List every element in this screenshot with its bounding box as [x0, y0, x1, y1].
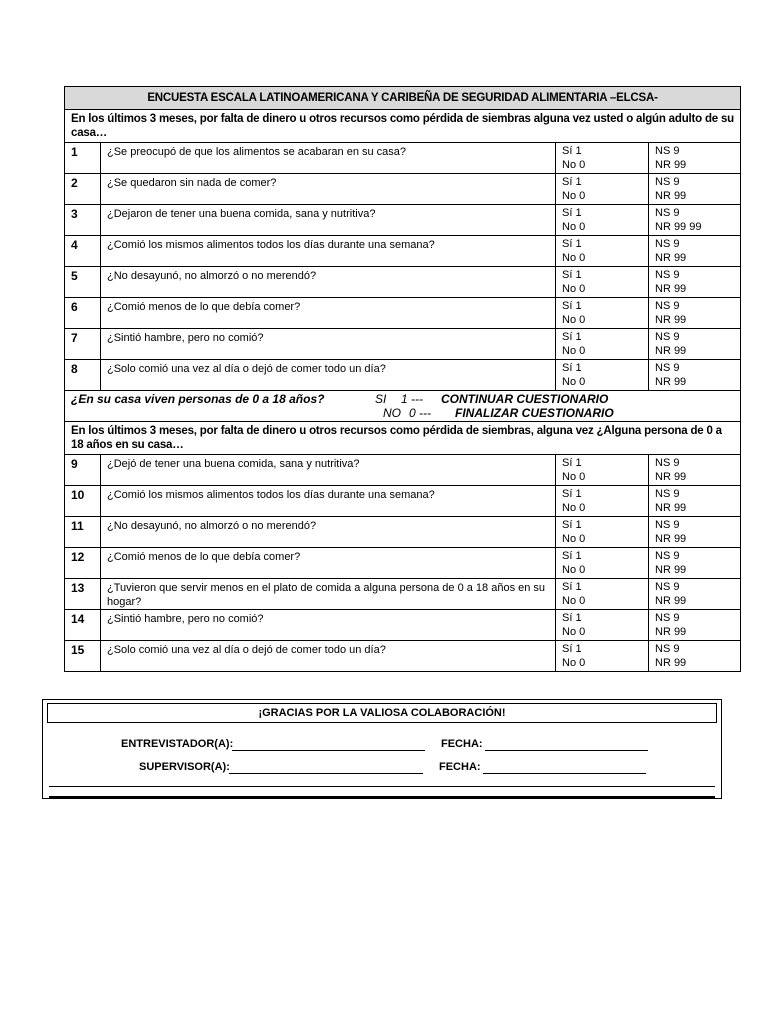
question-number: 9: [65, 455, 101, 486]
answer-nr[interactable]: NR 99: [655, 626, 687, 638]
question-text: ¿No desayunó, no almorzó o no merendó?: [101, 517, 556, 548]
answer-nr[interactable]: NR 99: [655, 345, 687, 357]
supervisor-date-label: FECHA:: [439, 761, 481, 773]
question-row: [65, 205, 741, 236]
answer-no[interactable]: No 0: [562, 345, 586, 357]
filter-continue-label: CONTINUAR CUESTIONARIO: [441, 392, 609, 406]
question-row: [65, 329, 741, 360]
answer-nr[interactable]: NR 99: [655, 595, 687, 607]
answer-ns-nr[interactable]: [649, 267, 741, 298]
answer-ns-nr[interactable]: [649, 329, 741, 360]
question-number: 8: [65, 360, 101, 391]
answer-yes[interactable]: Sí 1: [562, 362, 582, 374]
answer-ns-nr[interactable]: [649, 174, 741, 205]
answer-yes-no[interactable]: [556, 548, 649, 579]
question-text: ¿Se quedaron sin nada de comer?: [101, 174, 556, 205]
question-text: ¿Dejaron de tener una buena comida, sana y nutritiva?: [101, 205, 556, 236]
answer-no[interactable]: No 0: [562, 657, 586, 669]
answer-ns-nr[interactable]: [649, 579, 741, 610]
question-number: 6: [65, 298, 101, 329]
answer-no[interactable]: No 0: [562, 190, 586, 202]
answer-nr[interactable]: NR 99: [655, 190, 687, 202]
answer-yes-no[interactable]: [556, 517, 649, 548]
supervisor-signature-line[interactable]: [229, 773, 423, 774]
filter-finish-label: FINALIZAR CUESTIONARIO: [455, 406, 614, 420]
closing-box: [42, 699, 722, 799]
answer-yes[interactable]: Sí 1: [562, 550, 582, 562]
question-row: [65, 610, 741, 641]
question-number: 12: [65, 548, 101, 579]
answer-yes[interactable]: Sí 1: [562, 331, 582, 343]
question-number: 11: [65, 517, 101, 548]
question-text: ¿Se preocupó de que los alimentos se acabaran en su casa?: [101, 143, 556, 174]
supervisor-date-line[interactable]: [483, 773, 646, 774]
answer-ns-nr[interactable]: [649, 610, 741, 641]
answer-nr[interactable]: NR 99: [655, 533, 687, 545]
question-text: ¿Comió los mismos alimentos todos los días durante una semana?: [101, 486, 556, 517]
question-row: [65, 298, 741, 329]
filter-question-text: ¿En su casa viven personas de 0 a 18 años?: [71, 392, 325, 406]
answer-ns[interactable]: NS 9: [655, 331, 680, 343]
answer-yes[interactable]: Sí 1: [562, 238, 582, 250]
question-text: ¿Dejó de tener una buena comida, sana y nutritiva?: [101, 455, 556, 486]
answer-yes[interactable]: Sí 1: [562, 300, 582, 312]
answer-ns[interactable]: NS 9: [655, 207, 680, 219]
question-number: 13: [65, 579, 101, 610]
answer-ns[interactable]: NS 9: [655, 550, 680, 562]
answer-ns-nr[interactable]: [649, 236, 741, 267]
question-text: ¿Comió menos de lo que debía comer?: [101, 548, 556, 579]
question-number: 4: [65, 236, 101, 267]
answer-ns-nr[interactable]: [649, 455, 741, 486]
question-text: ¿Comió menos de lo que debía comer?: [101, 298, 556, 329]
answer-no[interactable]: No 0: [562, 376, 586, 388]
supervisor-label: SUPERVISOR(A):: [139, 761, 230, 773]
answer-nr[interactable]: NR 99: [655, 283, 687, 295]
answer-ns[interactable]: NS 9: [655, 176, 680, 188]
answer-ns[interactable]: NS 9: [655, 457, 680, 469]
question-number: 7: [65, 329, 101, 360]
answer-yes[interactable]: Sí 1: [562, 643, 582, 655]
question-row: [65, 267, 741, 298]
answer-yes[interactable]: Sí 1: [562, 612, 582, 624]
answer-yes-no[interactable]: [556, 205, 649, 236]
question-number: 14: [65, 610, 101, 641]
question-number: 5: [65, 267, 101, 298]
filter-si-label: SI: [375, 392, 387, 406]
question-text: ¿Comió los mismos alimentos todos los días durante una semana?: [101, 236, 556, 267]
answer-no[interactable]: No 0: [562, 502, 586, 514]
question-row: [65, 641, 741, 672]
answer-nr[interactable]: NR 99: [655, 657, 687, 669]
question-row: [65, 236, 741, 267]
question-row: [65, 360, 741, 391]
answer-yes-no[interactable]: [556, 486, 649, 517]
question-row: [65, 548, 741, 579]
answer-ns[interactable]: NS 9: [655, 362, 680, 374]
answer-yes-no[interactable]: [556, 329, 649, 360]
question-row: [65, 579, 741, 610]
answer-yes-no[interactable]: [556, 298, 649, 329]
age-filter-question: [65, 391, 741, 422]
answer-yes-no[interactable]: [556, 267, 649, 298]
answer-no[interactable]: No 0: [562, 314, 586, 326]
answer-ns-nr[interactable]: [649, 548, 741, 579]
answer-no[interactable]: No 0: [562, 595, 586, 607]
answer-ns-nr[interactable]: [649, 486, 741, 517]
answer-ns[interactable]: NS 9: [655, 300, 680, 312]
answer-yes-no[interactable]: [556, 236, 649, 267]
answer-nr[interactable]: NR 99: [655, 376, 687, 388]
answer-no[interactable]: No 0: [562, 221, 586, 233]
answer-nr[interactable]: NR 99: [655, 314, 687, 326]
survey-title: ENCUESTA ESCALA LATINOAMERICANA Y CARIBEÑA DE SEGURIDAD ALIMENTARIA –ELCSA-: [65, 87, 741, 110]
question-row: [65, 174, 741, 205]
answer-no[interactable]: No 0: [562, 564, 586, 576]
question-text: ¿No desayunó, no almorzó o no merendó?: [101, 267, 556, 298]
answer-nr[interactable]: NR 99: [655, 502, 687, 514]
question-row: [65, 517, 741, 548]
answer-nr[interactable]: NR 99 99: [655, 221, 702, 233]
answer-ns[interactable]: NS 9: [655, 269, 680, 281]
answer-yes-no[interactable]: [556, 579, 649, 610]
answer-nr[interactable]: NR 99: [655, 252, 687, 264]
answer-no[interactable]: No 0: [562, 626, 586, 638]
answer-yes-no[interactable]: [556, 360, 649, 391]
answer-ns[interactable]: NS 9: [655, 581, 680, 593]
divider-line: [49, 786, 715, 787]
question-number: 2: [65, 174, 101, 205]
filter-no-label: NO: [383, 406, 401, 420]
question-text: ¿Sintió hambre, pero no comió?: [101, 329, 556, 360]
answer-yes-no[interactable]: [556, 455, 649, 486]
answer-ns[interactable]: NS 9: [655, 238, 680, 250]
answer-ns[interactable]: NS 9: [655, 643, 680, 655]
answer-nr[interactable]: NR 99: [655, 159, 687, 171]
answer-ns[interactable]: NS 9: [655, 145, 680, 157]
question-number: 10: [65, 486, 101, 517]
answer-yes-no[interactable]: [556, 174, 649, 205]
section2-intro: En los últimos 3 meses, por falta de dinero u otros recursos como pérdida de siembras, alguna vez ¿Alguna persona de 0 a 18 años en su casa…: [65, 422, 741, 455]
answer-nr[interactable]: NR 99: [655, 471, 687, 483]
interviewer-label: ENTREVISTADOR(A):: [121, 738, 234, 750]
question-text: ¿Tuvieron que servir menos en el plato de comida a alguna persona de 0 a 18 años en su hogar?: [101, 579, 556, 610]
answer-no[interactable]: No 0: [562, 252, 586, 264]
answer-no[interactable]: No 0: [562, 533, 586, 545]
answer-no[interactable]: No 0: [562, 471, 586, 483]
answer-yes[interactable]: Sí 1: [562, 581, 582, 593]
interviewer-date-label: FECHA:: [441, 738, 483, 750]
answer-ns-nr[interactable]: [649, 143, 741, 174]
thanks-banner: ¡GRACIAS POR LA VALIOSA COLABORACIÓN!: [47, 703, 717, 723]
answer-yes[interactable]: Sí 1: [562, 269, 582, 281]
question-number: 1: [65, 143, 101, 174]
answer-ns[interactable]: NS 9: [655, 519, 680, 531]
answer-yes[interactable]: Sí 1: [562, 488, 582, 500]
answer-yes[interactable]: Sí 1: [562, 519, 582, 531]
answer-ns-nr[interactable]: [649, 641, 741, 672]
question-row: [65, 455, 741, 486]
divider-line-thick: [49, 796, 715, 798]
question-row: [65, 143, 741, 174]
interviewer-date-line[interactable]: [485, 750, 648, 751]
interviewer-signature-line[interactable]: [232, 750, 425, 751]
answer-yes-no[interactable]: [556, 143, 649, 174]
answer-ns-nr[interactable]: [649, 517, 741, 548]
answer-ns-nr[interactable]: [649, 360, 741, 391]
question-row: [65, 486, 741, 517]
survey-table: [64, 86, 741, 672]
answer-no[interactable]: No 0: [562, 159, 586, 171]
question-number: 15: [65, 641, 101, 672]
question-text: ¿Solo comió una vez al día o dejó de comer todo un día?: [101, 360, 556, 391]
question-number: 3: [65, 205, 101, 236]
answer-yes[interactable]: Sí 1: [562, 176, 582, 188]
answer-ns-nr[interactable]: [649, 298, 741, 329]
answer-yes-no[interactable]: [556, 641, 649, 672]
answer-yes[interactable]: Sí 1: [562, 457, 582, 469]
filter-si-code: 1 ---: [401, 392, 423, 406]
answer-nr[interactable]: NR 99: [655, 564, 687, 576]
question-text: ¿Sintió hambre, pero no comió?: [101, 610, 556, 641]
filter-no-code: 0 ---: [409, 406, 431, 420]
section1-intro: En los últimos 3 meses, por falta de dinero u otros recursos como pérdida de siembras alguna vez usted o algún adulto de su casa…: [65, 110, 741, 143]
answer-yes-no[interactable]: [556, 610, 649, 641]
question-text: ¿Solo comió una vez al día o dejó de comer todo un día?: [101, 641, 556, 672]
answer-yes[interactable]: Sí 1: [562, 145, 582, 157]
answer-ns[interactable]: NS 9: [655, 612, 680, 624]
answer-ns[interactable]: NS 9: [655, 488, 680, 500]
answer-yes[interactable]: Sí 1: [562, 207, 582, 219]
answer-no[interactable]: No 0: [562, 283, 586, 295]
answer-ns-nr[interactable]: [649, 205, 741, 236]
